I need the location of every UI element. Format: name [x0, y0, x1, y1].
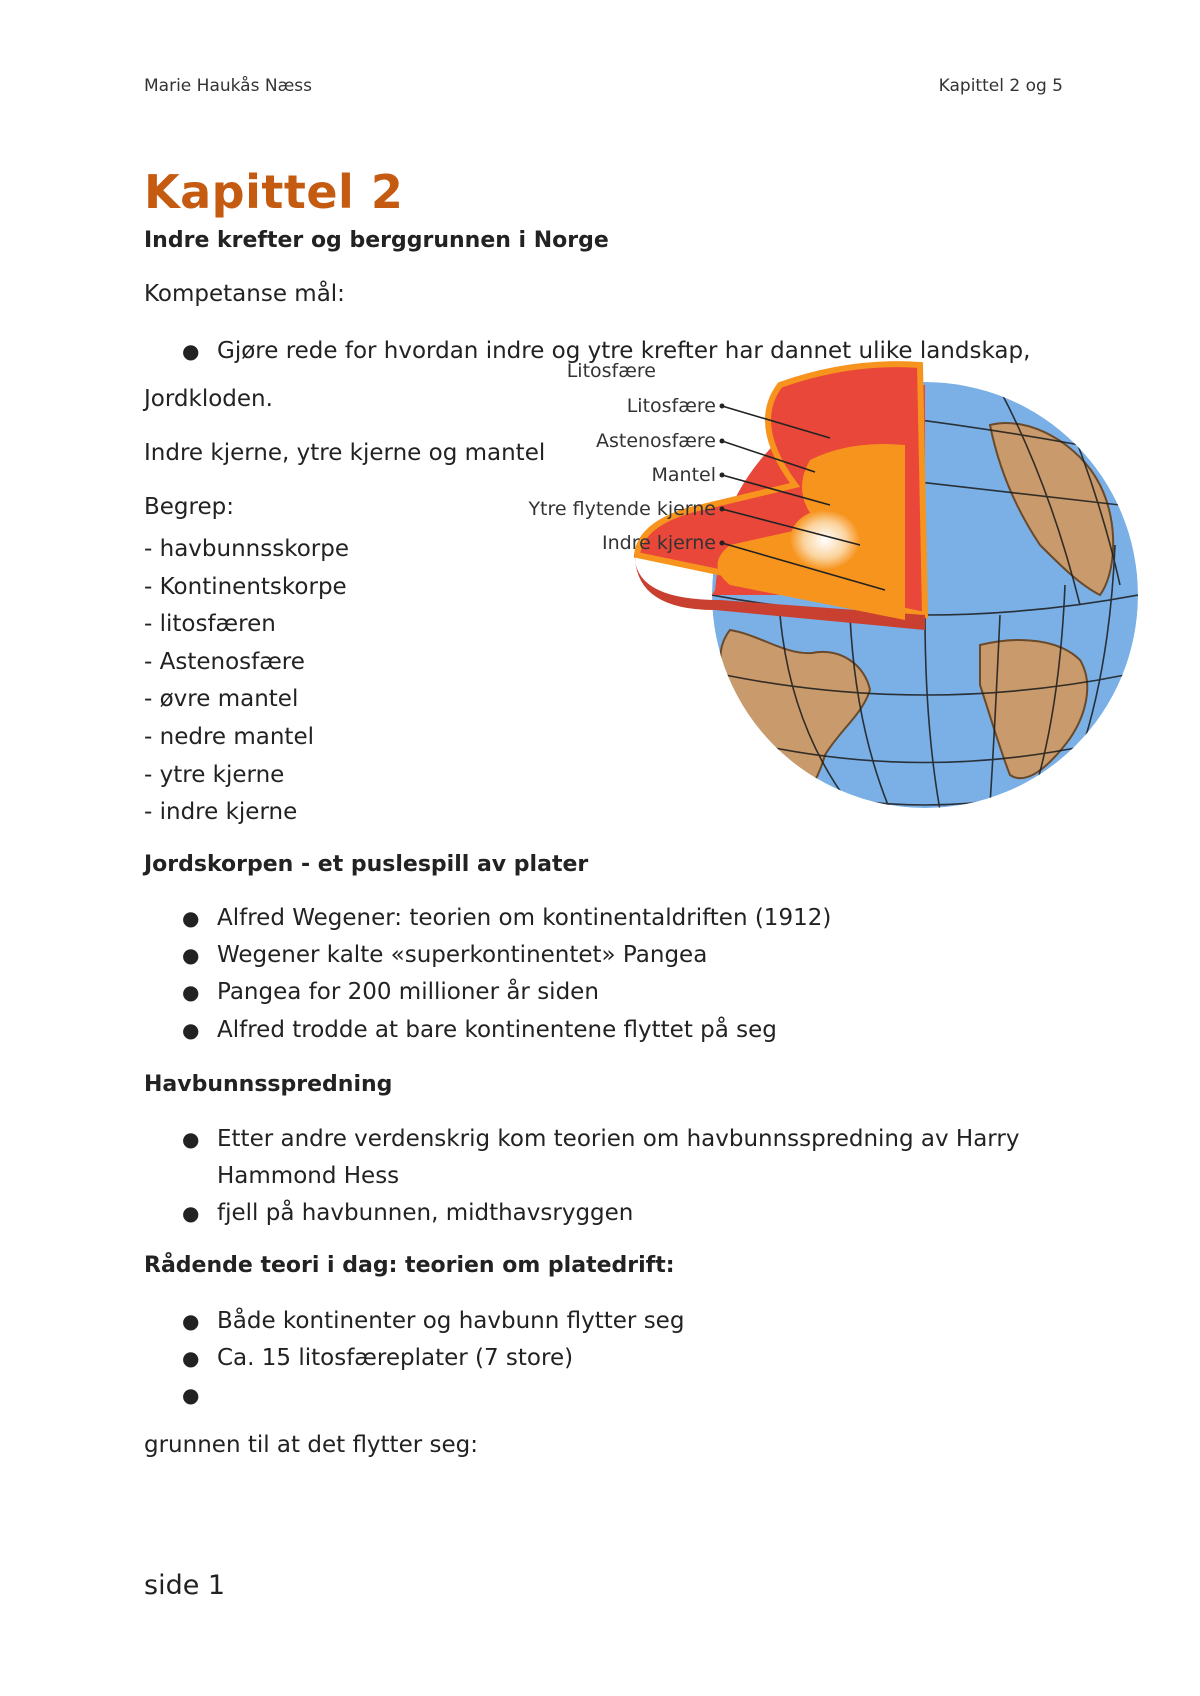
- jordkloden-text: Jordkloden.: [144, 386, 273, 412]
- section-heading-plates: Jordskorpen - et puslespill av plater: [144, 852, 589, 877]
- bullet-icon: ●: [182, 1127, 200, 1151]
- header-chapter-ref: Kapittel 2 og 5: [938, 76, 1063, 96]
- page-number: side 1: [144, 1570, 226, 1601]
- bullet-icon: ●: [182, 980, 200, 1005]
- list-item: ● Ca. 15 litosfæreplater (7 store): [144, 1340, 684, 1377]
- list-item: - havbunnsskorpe: [144, 536, 349, 562]
- list-item: - indre kjerne: [144, 799, 298, 826]
- list-item: - nedre mantel: [144, 723, 314, 750]
- list-item: ● Alfred trodde at bare kontinentene flyttet på seg: [144, 1012, 831, 1049]
- begrep-list: [144, 531, 349, 832]
- list-item: - øvre mantel: [144, 686, 299, 713]
- section-heading-theory: Rådende teori i dag: teorien om platedrift:: [144, 1253, 675, 1278]
- list-item: ● Gjøre rede for hvordan indre og ytre krefter har dannet ulike landskap,: [144, 333, 1030, 370]
- list-item: - Astenosfære: [144, 648, 305, 675]
- earth-layers-diagram: [520, 360, 1120, 825]
- begrep-label: Begrep:: [144, 494, 234, 520]
- list-item: ● Wegener kalte «superkontinentet» Pangea: [144, 937, 831, 974]
- plates-list: [144, 900, 831, 1049]
- diagram-labels: [567, 360, 656, 382]
- list-item: ● Etter andre verdenskrig kom teorien om havbunnsspredning av Harry Hammond Hess: [144, 1121, 1077, 1195]
- inner-core-layer: [790, 510, 860, 570]
- bullet-icon: ●: [182, 1309, 200, 1333]
- list-item: - ytre kjerne: [144, 761, 285, 788]
- label-litosfaere: Litosfære: [566, 360, 656, 382]
- section-heading-spreading: Havbunnsspredning: [144, 1072, 393, 1097]
- bullet-icon: ●: [182, 1017, 200, 1042]
- theory-list: [144, 1303, 685, 1408]
- bullet-icon: ●: [182, 906, 200, 930]
- bullet-icon: ●: [182, 339, 200, 363]
- header-author: Marie Haukås Næss: [144, 76, 312, 96]
- list-item: ● fjell på havbunnen, midthavsryggen: [144, 1195, 1077, 1232]
- bullet-icon: ●: [182, 1346, 200, 1371]
- label-mantel: Mantel: [651, 464, 716, 486]
- closing-text: grunnen til at det flytter seg:: [144, 1432, 478, 1458]
- spreading-list: [144, 1121, 1077, 1233]
- label-ytre-kjerne: Ytre flytende kjerne: [528, 498, 716, 520]
- label-indre-kjerne: Indre kjerne: [601, 532, 716, 554]
- layers-text: Indre kjerne, ytre kjerne og mantel: [144, 440, 546, 466]
- label-litosfaere: Litosfære: [626, 395, 716, 417]
- list-item: ● Både kontinenter og havbunn flytter seg: [144, 1303, 684, 1340]
- list-item: ● Alfred Wegener: teorien om kontinentaldriften (1912): [144, 900, 831, 937]
- page-subtitle: Indre krefter og berggrunnen i Norge: [144, 228, 609, 253]
- list-item: - litosfæren: [144, 611, 276, 638]
- list-item: ● Pangea for 200 millioner år siden: [144, 974, 831, 1011]
- bullet-icon: ●: [182, 1383, 200, 1408]
- label-astenosfaere: Astenosfære: [595, 430, 716, 452]
- list-item: - Kontinentskorpe: [144, 573, 347, 600]
- bullet-icon: ●: [182, 1201, 200, 1226]
- page-title: Kapittel 2: [144, 165, 404, 219]
- competence-label: Kompetanse mål:: [144, 281, 345, 307]
- bullet-icon: ●: [182, 943, 200, 968]
